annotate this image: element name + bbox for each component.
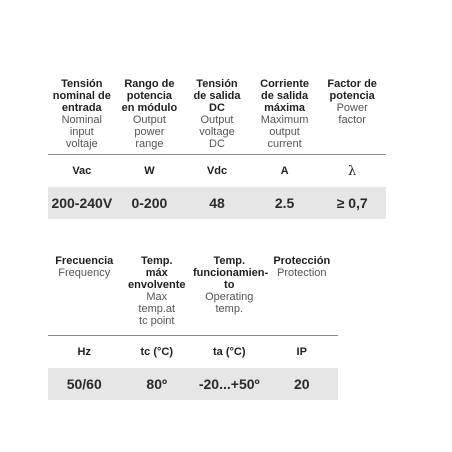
header-label-en: Output power range bbox=[132, 114, 166, 150]
header-label-es: Tensión de salida DC bbox=[193, 78, 241, 114]
electrical-spec-table bbox=[48, 78, 386, 219]
nominal-input-voltage-header bbox=[48, 78, 116, 154]
header-label-en: Power factor bbox=[336, 102, 368, 126]
header-label-es: Rango de potencia en módulo bbox=[121, 78, 178, 114]
units-row bbox=[48, 155, 386, 187]
header-label-en: Output voltage DC bbox=[199, 114, 235, 150]
unit-cell: Vac bbox=[72, 165, 92, 177]
table-header-row bbox=[48, 78, 386, 154]
value-cell: 48 bbox=[209, 195, 225, 211]
header-label-en: Protection bbox=[276, 267, 327, 279]
unit-cell: Vdc bbox=[206, 165, 228, 177]
value-cell: -20...+50º bbox=[198, 376, 260, 392]
power-factor-header bbox=[318, 78, 386, 154]
header-label-en: Operating temp. bbox=[205, 291, 254, 315]
value-cell: 80º bbox=[146, 376, 168, 392]
value-cell: 2.5 bbox=[274, 195, 295, 211]
output-voltage-header bbox=[183, 78, 251, 154]
units-row bbox=[48, 336, 338, 368]
header-label-es: Protección bbox=[273, 255, 331, 267]
header-label-en: Nominal input voltaje bbox=[61, 114, 102, 150]
header-label-es: Temp. máx envolvente bbox=[128, 255, 186, 291]
value-cell: 50/60 bbox=[66, 376, 102, 392]
unit-cell: W bbox=[144, 165, 155, 177]
value-cell: 20 bbox=[293, 376, 310, 392]
header-label-en: Maximum output current bbox=[260, 114, 309, 150]
header-label-es: Tensión nominal de entrada bbox=[52, 78, 111, 114]
values-row bbox=[48, 368, 338, 400]
header-label-es: Corriente de salida máxima bbox=[260, 78, 310, 114]
values-row bbox=[48, 187, 386, 219]
protection-header bbox=[266, 255, 339, 335]
operating-temp-header bbox=[193, 255, 269, 335]
unit-cell: A bbox=[280, 165, 289, 177]
unit-cell: IP bbox=[296, 346, 307, 358]
header-label-en: Max temp.at tc point bbox=[138, 291, 176, 327]
max-output-current-header bbox=[251, 78, 319, 154]
lambda-symbol: λ bbox=[348, 163, 357, 179]
header-label-es: Temp. funcionamien- to bbox=[193, 255, 269, 291]
table-header-row bbox=[48, 255, 338, 335]
header-label-es: Frecuencia bbox=[55, 255, 114, 267]
unit-cell: tc (°C) bbox=[140, 346, 173, 358]
max-case-temp-header bbox=[121, 255, 194, 335]
header-label-es: Factor de potencia bbox=[327, 78, 377, 102]
output-power-range-header bbox=[116, 78, 184, 154]
header-label-en: Frequency bbox=[58, 267, 111, 279]
value-cell: ≥ 0,7 bbox=[336, 195, 368, 211]
frequency-header bbox=[48, 255, 121, 335]
value-cell: 0-200 bbox=[131, 195, 168, 211]
value-cell: 200-240V bbox=[51, 195, 113, 211]
environmental-spec-table bbox=[48, 255, 338, 400]
unit-cell: ta (°C) bbox=[212, 346, 246, 358]
unit-cell: Hz bbox=[77, 346, 91, 358]
